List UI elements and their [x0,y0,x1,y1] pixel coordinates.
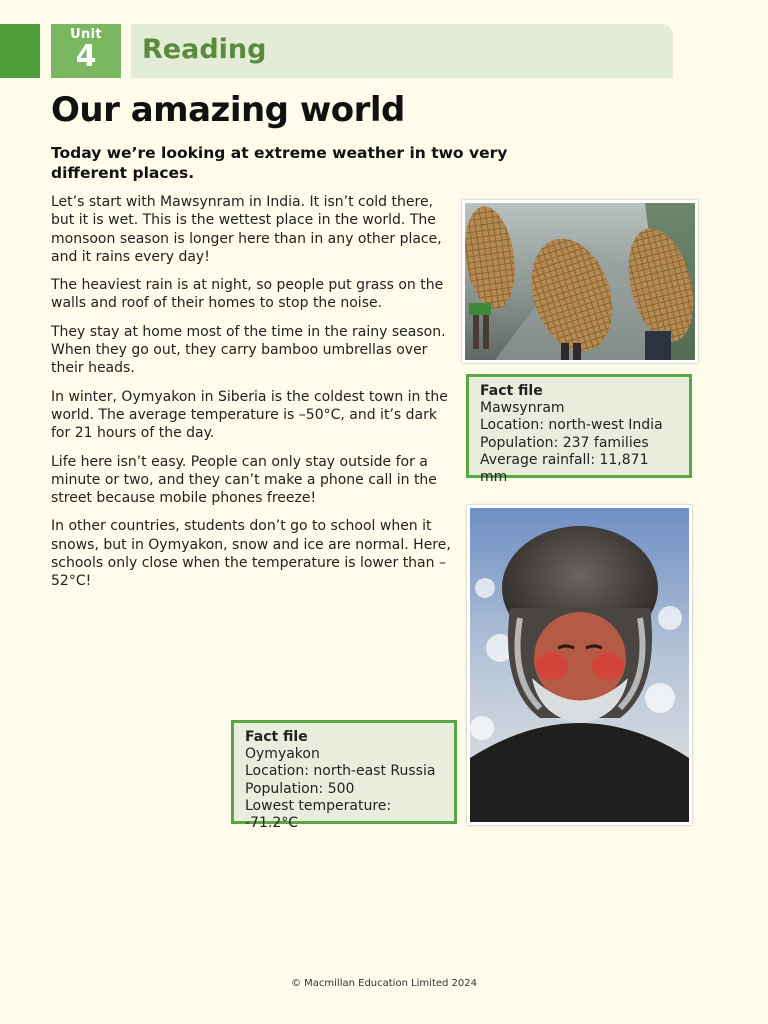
unit-number: 4 [75,39,97,74]
fact-file-location: Location: north-west India [480,417,663,434]
fact-file-mawsynram [466,374,692,486]
fact-file-place: Mawsynram [480,400,565,417]
fact-file-lowest-temperature: Lowest temperature: -71.2°C [245,797,392,832]
section-title: Reading [142,34,267,65]
fact-file-place: Oymyakon [245,746,320,763]
section-header-bar [131,24,673,78]
fact-file-population: Population: 500 [245,780,355,797]
paragraph: In other countries, students don’t go to school when it snows, but in Oymyakon, snow and ice are normal. Here, schools only close when the temperature is lower than –52°C! [51,518,451,590]
fact-file-rainfall: Average rainfall: 11,871 mm [480,451,649,486]
fact-file-title: Fact file [480,383,543,399]
page-title: Our amazing world [51,90,405,130]
paragraph: They stay at home most of the time in the rainy season. When they go out, they carry bamboo umbrellas over their heads. [51,323,446,377]
copyright-notice: © Macmillan Education Limited 2024 [290,978,478,989]
paragraph: In winter, Oymyakon in Siberia is the coldest town in the world. The average temperature is –50°C, and it’s dark for 21 hours of the day. [51,388,448,442]
intro-text: Today we’re looking at extreme weather in two very different places. [51,144,508,182]
fact-file-location: Location: north-east Russia [245,763,436,780]
article-body [51,193,456,601]
paragraph: Life here isn’t easy. People can only stay outside for a minute or two, and they can’t make a phone call in the street because mobile phones freeze! [51,453,437,507]
frozen-person-photo [467,505,692,825]
paragraph: Let’s start with Mawsynram in India. It isn’t cold there, but it is wet. This is the wettest place in the world. The monsoon season is longer here than in any other place, and it rains every day! [51,194,442,265]
paragraph: The heaviest rain is at night, so people put grass on the walls and roof of their homes to stop the noise. [51,277,444,312]
fact-file-population: Population: 237 families [480,434,649,451]
fact-file-oymyakon [231,720,457,832]
fact-file-title: Fact file [245,729,308,745]
unit-label: Unit [70,27,102,42]
side-accent-strip [0,24,40,78]
bamboo-umbrella-photo [462,200,698,363]
unit-badge [51,24,121,78]
